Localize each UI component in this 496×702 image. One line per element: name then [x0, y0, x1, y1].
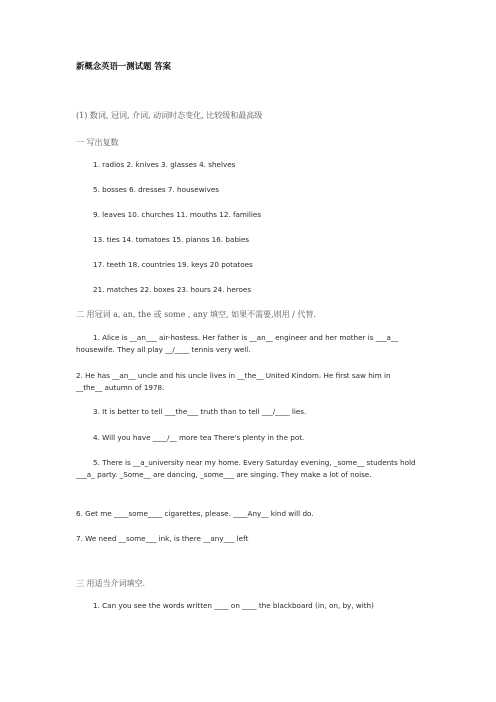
part-header: (1) 数词, 冠词, 介词, 动词时态变化, 比较级和最高级	[76, 111, 263, 120]
plural-line-3: 9. leaves 10. churches 11. mouths 12. families	[93, 210, 262, 219]
article-item-2: 2. He has __an__ uncle and his uncle lives in __the__ United Kindom. He first saw him in __the__ autumn of 1978.	[76, 371, 391, 392]
document-title: 新概念英语一测试题 答案	[76, 61, 172, 71]
plural-line-1: 1. radios 2. knives 3. glasses 4. shelves	[93, 160, 236, 169]
article-item-7: 7. We need __some___ ink, is there __any___ left	[76, 534, 249, 543]
article-item-3: 3. It is better to tell ___the___ truth than to tell ___/____ lies.	[93, 407, 307, 416]
article-item-4: 4. Will you have ____/__ more tea There's plenty in the pot.	[93, 433, 305, 442]
plural-line-6: 21. matches 22. boxes 23. hours 24. heroes	[93, 285, 252, 294]
article-item-1: 1. Alice is __an___ air-hostess. Her father is __an__ engineer and her mother is ___a__ housewife. They all play __/____ tennis very well.	[76, 333, 399, 354]
section-3-heading: 三 用适当介词填空.	[76, 579, 146, 588]
preposition-item-1: 1. Can you see the words written ____ on ____ the blackboard (in, on, by, with)	[93, 601, 374, 610]
section-2-heading: 二 用冠词 a, an, the 或 some , any 填空, 如果不需要,则用 / 代替.	[76, 310, 316, 319]
article-item-5: 5. There is __a_university near my home. Every Saturday evening, _some__ students hold ___a_ party. _Some__ are dancing, _some___ are singing. They make a lot of noise.	[76, 458, 416, 479]
plural-line-2: 5. bosses 6. dresses 7. housewives	[93, 185, 220, 194]
plural-line-4: 13. ties 14. tomatoes 15. pianos 16. babies	[93, 235, 250, 244]
section-1-heading: 一 写出复数	[76, 138, 119, 147]
plural-line-5: 17. teeth 18. countries 19. keys 20 potatoes	[93, 260, 253, 269]
article-item-6: 6. Get me ____some____ cigarettes, please. ____Any__ kind will do.	[76, 509, 314, 518]
